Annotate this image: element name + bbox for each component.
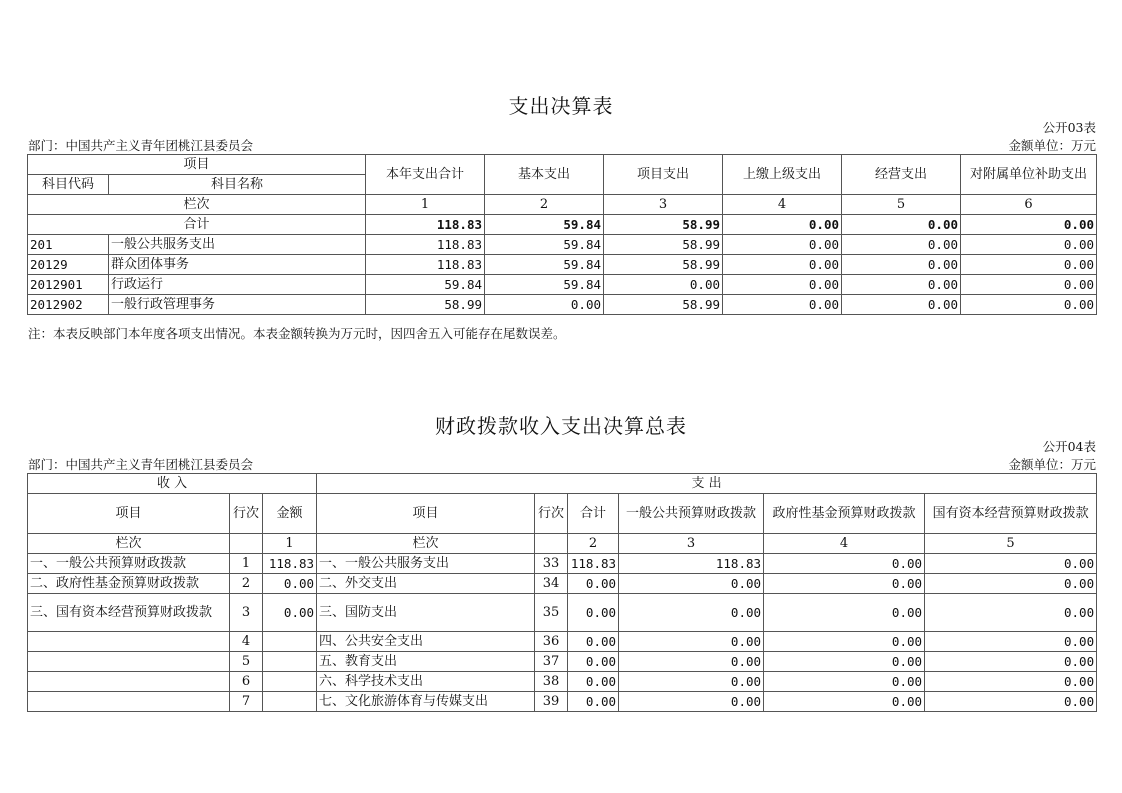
column-number: 3 xyxy=(619,534,764,554)
cell-value: 0.00 xyxy=(925,672,1097,692)
cell-value: 0.00 xyxy=(568,574,619,594)
cell-value: 58.99 xyxy=(604,255,723,275)
income-amount: 0.00 xyxy=(263,574,317,594)
income-amount xyxy=(263,632,317,652)
total-value: 0.00 xyxy=(961,215,1097,235)
header-col: 经营支出 xyxy=(842,155,961,195)
department-label: 部门：中国共产主义青年团桃江县委员会 xyxy=(28,457,254,472)
column-number: 4 xyxy=(764,534,925,554)
cell-value: 0.00 xyxy=(619,672,764,692)
table-row xyxy=(28,594,1097,632)
cell-value: 0.00 xyxy=(925,554,1097,574)
subject-code: 20129 xyxy=(28,255,109,275)
header-col: 基本支出 xyxy=(485,155,604,195)
header-fund-budget: 政府性基金预算财政拨款 xyxy=(764,494,925,534)
expense-item: 六、科学技术支出 xyxy=(317,672,535,692)
cell-value: 0.00 xyxy=(619,574,764,594)
income-item: 二、政府性基金预算财政拨款 xyxy=(28,574,230,594)
income-row-no: 2 xyxy=(230,574,263,594)
income-amount: 0.00 xyxy=(263,594,317,632)
cell-value: 0.00 xyxy=(961,295,1097,315)
total-row xyxy=(28,215,1097,235)
empty-cell xyxy=(535,534,568,554)
lanci-label: 栏次 xyxy=(317,534,535,554)
subject-code: 2012901 xyxy=(28,275,109,295)
table-row xyxy=(28,632,1097,652)
income-row-no: 5 xyxy=(230,652,263,672)
cell-value: 0.00 xyxy=(764,594,925,632)
total-label: 合计 xyxy=(28,215,366,235)
cell-value: 0.00 xyxy=(764,554,925,574)
cell-value: 59.84 xyxy=(485,235,604,255)
amount-unit-label: 金额单位：万元 xyxy=(1008,457,1096,472)
income-amount xyxy=(263,652,317,672)
empty-cell xyxy=(230,534,263,554)
column-number: 2 xyxy=(568,534,619,554)
cell-value: 0.00 xyxy=(568,594,619,632)
header-expense-item: 项目 xyxy=(317,494,535,534)
cell-value: 0.00 xyxy=(723,255,842,275)
cell-value: 118.83 xyxy=(366,255,485,275)
cell-value: 0.00 xyxy=(961,235,1097,255)
cell-value: 0.00 xyxy=(925,652,1097,672)
cell-value: 0.00 xyxy=(961,255,1097,275)
column-number: 2 xyxy=(485,195,604,215)
expense-item: 一、一般公共服务支出 xyxy=(317,554,535,574)
table-row xyxy=(28,275,1097,295)
cell-value: 0.00 xyxy=(604,275,723,295)
expense-row-no: 33 xyxy=(535,554,568,574)
subject-code: 201 xyxy=(28,235,109,255)
income-row-no: 7 xyxy=(230,692,263,712)
income-section-header: 收 入 xyxy=(28,474,317,494)
column-number: 5 xyxy=(842,195,961,215)
cell-value: 0.00 xyxy=(764,672,925,692)
income-row-no: 1 xyxy=(230,554,263,574)
amount-unit-label: 金额单位：万元 xyxy=(1008,138,1096,153)
form-code-04: 公开04表 xyxy=(1042,439,1096,454)
department-label: 部门：中国共产主义青年团桃江县委员会 xyxy=(28,138,254,153)
table-note: 注：本表反映部门本年度各项支出情况。本表金额转换为万元时，因四舍五入可能存在尾数误差。 xyxy=(28,326,566,341)
column-header-row xyxy=(28,494,1097,534)
income-item: 一、一般公共预算财政拨款 xyxy=(28,554,230,574)
income-amount xyxy=(263,692,317,712)
header-col: 项目支出 xyxy=(604,155,723,195)
income-item xyxy=(28,632,230,652)
expense-row-no: 37 xyxy=(535,652,568,672)
expense-item: 七、文化旅游体育与传媒支出 xyxy=(317,692,535,712)
income-item xyxy=(28,692,230,712)
cell-value: 0.00 xyxy=(485,295,604,315)
subject-name: 行政运行 xyxy=(109,275,366,295)
income-item xyxy=(28,672,230,692)
table-row xyxy=(28,652,1097,672)
cell-value: 0.00 xyxy=(842,235,961,255)
header-row-no: 行次 xyxy=(535,494,568,534)
cell-value: 0.00 xyxy=(764,574,925,594)
income-item xyxy=(28,652,230,672)
expense-row-no: 34 xyxy=(535,574,568,594)
cell-value: 118.83 xyxy=(568,554,619,574)
table-row xyxy=(28,295,1097,315)
header-row-no: 行次 xyxy=(230,494,263,534)
header-col: 上缴上级支出 xyxy=(723,155,842,195)
cell-value: 0.00 xyxy=(568,652,619,672)
subject-code: 2012902 xyxy=(28,295,109,315)
lanci-label: 栏次 xyxy=(28,195,366,215)
cell-value: 0.00 xyxy=(619,692,764,712)
column-number-row xyxy=(28,195,1097,215)
table-row xyxy=(28,235,1097,255)
table-row xyxy=(28,672,1097,692)
expense-row-no: 35 xyxy=(535,594,568,632)
cell-value: 0.00 xyxy=(568,692,619,712)
table-row xyxy=(28,692,1097,712)
cell-value: 59.84 xyxy=(485,255,604,275)
income-amount xyxy=(263,672,317,692)
header-item: 项目 xyxy=(28,155,366,175)
column-number: 1 xyxy=(366,195,485,215)
expense-row-no: 38 xyxy=(535,672,568,692)
income-row-no: 6 xyxy=(230,672,263,692)
total-value: 0.00 xyxy=(723,215,842,235)
cell-value: 118.83 xyxy=(619,554,764,574)
income-item: 三、国有资本经营预算财政拨款 xyxy=(28,594,230,632)
cell-value: 59.84 xyxy=(366,275,485,295)
total-value: 0.00 xyxy=(842,215,961,235)
header-name: 科目名称 xyxy=(109,175,366,195)
cell-value: 0.00 xyxy=(568,632,619,652)
header-col: 对附属单位补助支出 xyxy=(961,155,1097,195)
lanci-label: 栏次 xyxy=(28,534,230,554)
column-number-row xyxy=(28,534,1097,554)
expense-item: 五、教育支出 xyxy=(317,652,535,672)
expense-item: 三、国防支出 xyxy=(317,594,535,632)
cell-value: 0.00 xyxy=(925,632,1097,652)
column-number: 4 xyxy=(723,195,842,215)
cell-value: 0.00 xyxy=(961,275,1097,295)
total-value: 59.84 xyxy=(485,215,604,235)
cell-value: 0.00 xyxy=(723,235,842,255)
cell-value: 0.00 xyxy=(619,652,764,672)
subject-name: 一般公共服务支出 xyxy=(109,235,366,255)
cell-value: 59.84 xyxy=(485,275,604,295)
section-header-row xyxy=(28,474,1097,494)
column-number: 5 xyxy=(925,534,1097,554)
header-col: 本年支出合计 xyxy=(366,155,485,195)
income-row-no: 4 xyxy=(230,632,263,652)
page-title-fiscal-summary: 财政拨款收入支出决算总表 xyxy=(435,414,687,438)
cell-value: 0.00 xyxy=(568,672,619,692)
expense-row-no: 36 xyxy=(535,632,568,652)
income-amount: 118.83 xyxy=(263,554,317,574)
column-number: 6 xyxy=(961,195,1097,215)
header-amount: 金额 xyxy=(263,494,317,534)
header-state-capital: 国有资本经营预算财政拨款 xyxy=(925,494,1097,534)
cell-value: 0.00 xyxy=(723,275,842,295)
subject-name: 一般行政管理事务 xyxy=(109,295,366,315)
form-code-03: 公开03表 xyxy=(1042,120,1096,135)
expenditure-table xyxy=(27,154,1097,315)
header-row-1 xyxy=(28,155,1097,175)
cell-value: 0.00 xyxy=(764,692,925,712)
expense-section-header: 支 出 xyxy=(317,474,1097,494)
table-row xyxy=(28,255,1097,275)
cell-value: 0.00 xyxy=(842,255,961,275)
column-number: 3 xyxy=(604,195,723,215)
cell-value: 58.99 xyxy=(604,235,723,255)
cell-value: 118.83 xyxy=(366,235,485,255)
expense-item: 二、外交支出 xyxy=(317,574,535,594)
header-income-item: 项目 xyxy=(28,494,230,534)
total-value: 58.99 xyxy=(604,215,723,235)
column-number: 1 xyxy=(263,534,317,554)
cell-value: 0.00 xyxy=(842,275,961,295)
cell-value: 0.00 xyxy=(842,295,961,315)
total-value: 118.83 xyxy=(366,215,485,235)
cell-value: 0.00 xyxy=(925,594,1097,632)
cell-value: 0.00 xyxy=(619,594,764,632)
cell-value: 0.00 xyxy=(925,692,1097,712)
cell-value: 0.00 xyxy=(723,295,842,315)
expense-item: 四、公共安全支出 xyxy=(317,632,535,652)
cell-value: 58.99 xyxy=(604,295,723,315)
subject-name: 群众团体事务 xyxy=(109,255,366,275)
header-total: 合计 xyxy=(568,494,619,534)
cell-value: 0.00 xyxy=(925,574,1097,594)
cell-value: 0.00 xyxy=(764,632,925,652)
table-row xyxy=(28,574,1097,594)
fiscal-summary-table xyxy=(27,473,1097,712)
table-row xyxy=(28,554,1097,574)
page-title-expenditure: 支出决算表 xyxy=(508,94,614,118)
cell-value: 58.99 xyxy=(366,295,485,315)
cell-value: 0.00 xyxy=(619,632,764,652)
cell-value: 0.00 xyxy=(764,652,925,672)
income-row-no: 3 xyxy=(230,594,263,632)
expense-row-no: 39 xyxy=(535,692,568,712)
header-code: 科目代码 xyxy=(28,175,109,195)
header-general-budget: 一般公共预算财政拨款 xyxy=(619,494,764,534)
